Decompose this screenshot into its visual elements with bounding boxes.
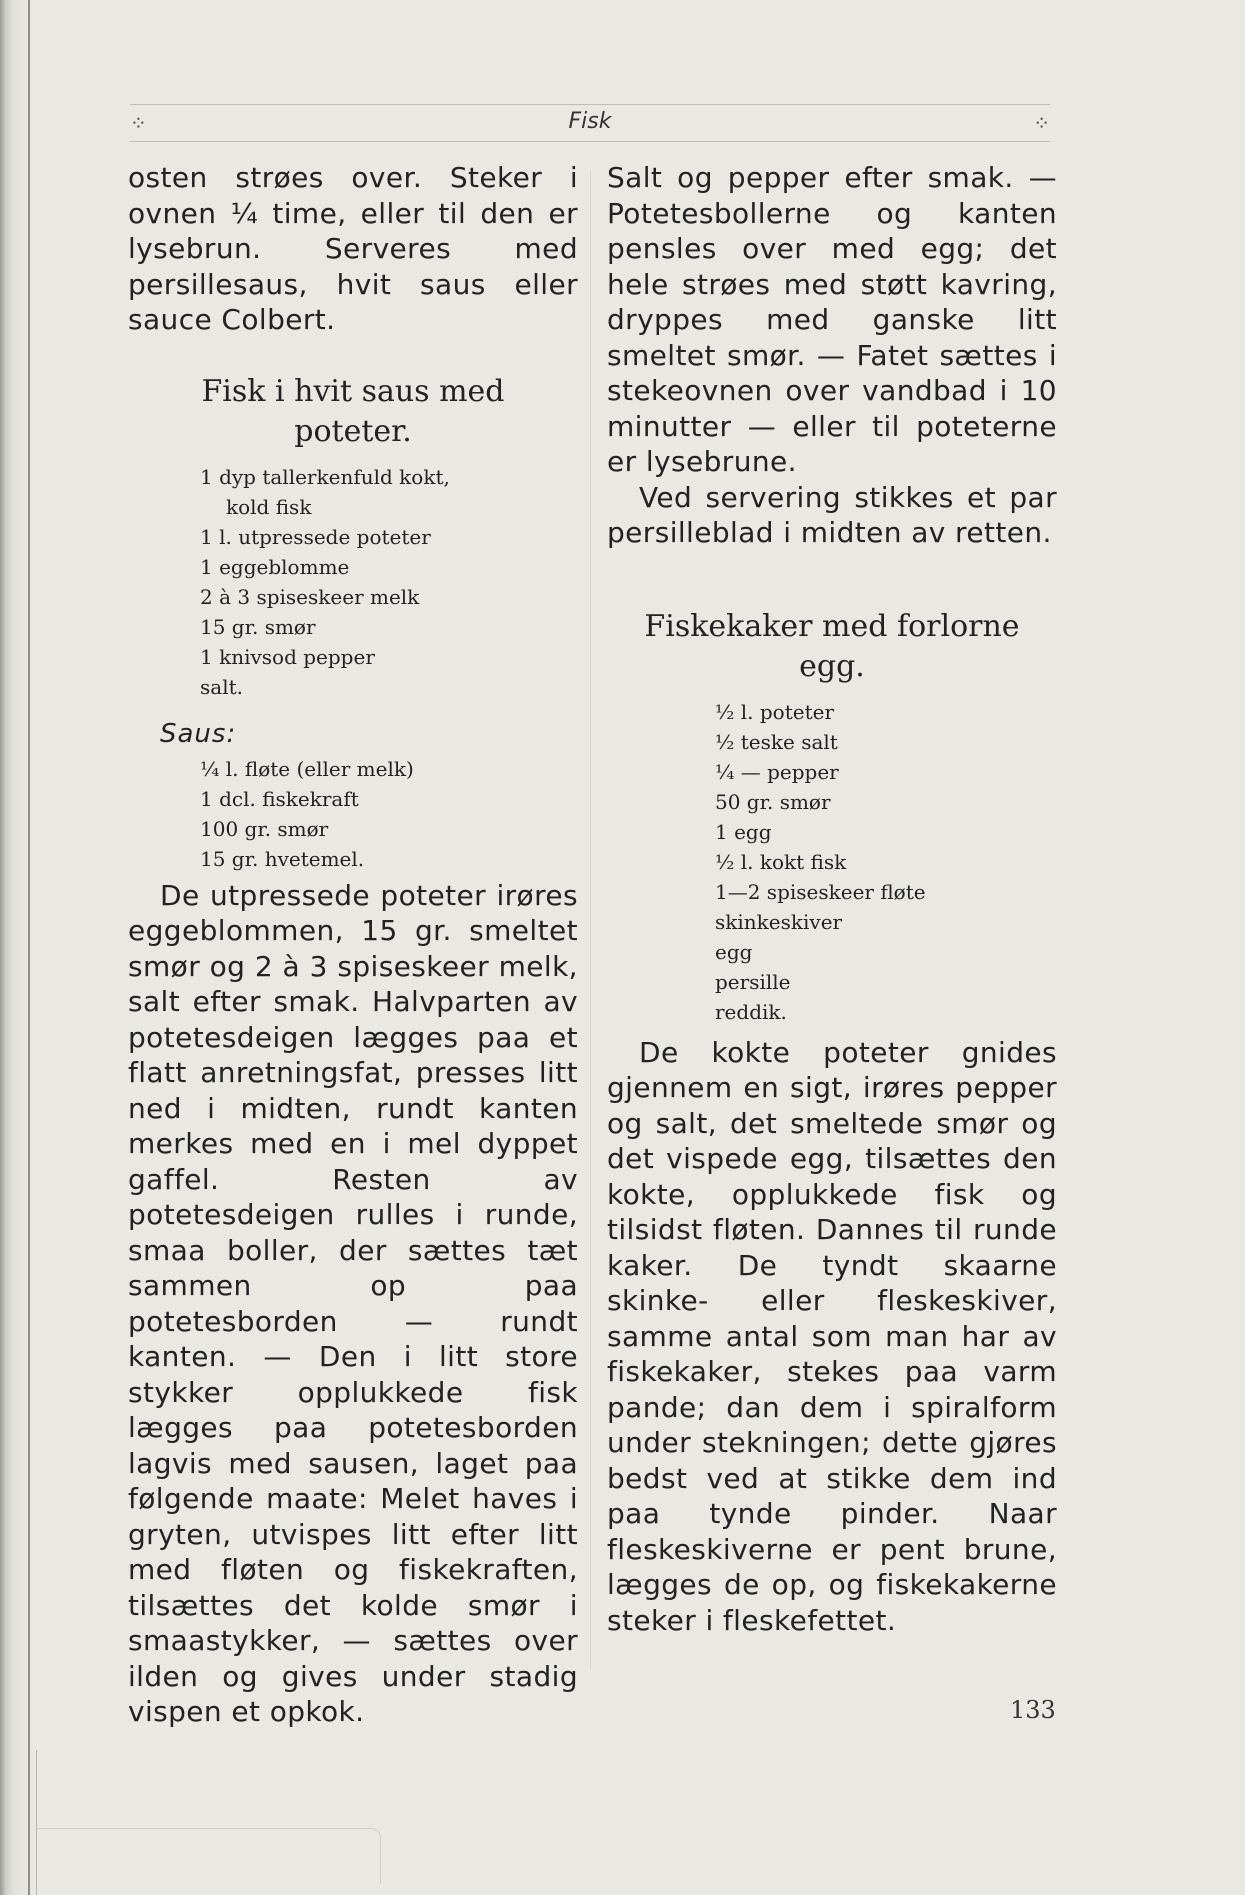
ingredient-item: kold fisk: [226, 494, 312, 519]
ingredient-item: 2 à 3 spiseskeer melk: [200, 584, 420, 609]
ingredient-item: ¼ — pepper: [715, 759, 839, 784]
ingredient-item: 15 gr. smør: [200, 614, 316, 639]
ornament-left-icon: ⁘: [130, 111, 147, 135]
serving-paragraph: Ved servering stikkes et par persilleblad i midten av retten.: [607, 480, 1057, 549]
page-number: 133: [1010, 1696, 1056, 1724]
running-title: Fisk: [568, 109, 612, 134]
ingredient-item: ½ l. kokt fisk: [715, 849, 847, 874]
recipe-title-fisk-i-hvit-saus: Fisk i hvit saus med poteter.: [201, 373, 505, 449]
method-paragraph: De utpressede poteter irøres eggeblommen, 15 gr. smeltet smør og 2 à 3 spiseskeer melk, salt efter smak. Halvparten av potetesdeigen lægges paa et flatt anretningsfat, presses litt ned i midten, rundt kanten merkes med en i mel dyppet gaffel. Resten av potetesdeigen rulles i runde, smaa boller, der sættes tæt sammen op paa potetesborden — rundt kanten. — Den i litt store stykker opplukkede fisk lægges paa potetesborden lagvis med sausen, laget paa følgende maate: Melet haves i gryten, utvispes litt efter litt med fløten og fiskekraften, tilsættes det kolde smør i smaastykker, — sættes over ilden og gives under stadig vispen et opkok.: [128, 878, 578, 1728]
bottom-corner-mark: [36, 1828, 381, 1884]
ingredient-list: [128, 462, 578, 702]
ingredient-item: 1 egg: [715, 819, 772, 844]
recipe-title-fiskekaker: Fiskekaker med forlorne egg.: [644, 608, 1020, 684]
method-paragraph: De kokte poteter gnides gjennem en sigt, irøres pepper og salt, det smeltede smør og det vispede egg, tilsættes den kokte, opplukkede fisk og tilsidst fløten. Dannes til runde kaker. De tyndt skaarne skinke- eller fleskeskiver, samme antal som man har av fiskekaker, stekes paa varm pande; dan dem i spiralform under stekningen; dette gjøres bedst ved at stikke dem ind paa tynde pinder. Naar fleskeskiverne er pent brune, lægges de op, og fiskekakerne steker i fleskefettet.: [607, 1035, 1057, 1637]
ingredient-item: egg: [715, 939, 753, 964]
sauce-ingredient-list: [128, 754, 578, 874]
ingredient-list: [607, 697, 1057, 1027]
running-header: [130, 104, 1050, 142]
right-column: [607, 160, 1057, 1638]
ingredient-item: salt.: [200, 674, 243, 699]
ingredient-item: 1 knivsod pepper: [200, 644, 375, 669]
ingredient-item: 1 eggeblomme: [200, 554, 350, 579]
column-divider: [590, 170, 591, 1670]
sauce-ingredient-item: 15 gr. hvetemel.: [200, 846, 365, 871]
intro-paragraph: osten strøes over. Steker i ovnen ¼ time, eller til den er lysebrun. Serveres med persillesaus, hvit saus eller sauce Colbert.: [128, 161, 578, 336]
ingredient-item: 1—2 spiseskeer fløte: [715, 879, 926, 904]
sauce-ingredient-item: ¼ l. fløte (eller melk): [200, 756, 414, 781]
page-edge-line: [28, 0, 30, 1895]
sauce-ingredient-item: 1 dcl. fiskekraft: [200, 786, 359, 811]
ingredient-item: 1 l. utpressede poteter: [200, 524, 431, 549]
ingredient-item: persille: [715, 969, 791, 994]
ingredient-item: ½ l. poteter: [715, 699, 835, 724]
sauce-label: Saus:: [160, 718, 237, 749]
ornament-right-icon: ⁘: [1033, 111, 1050, 135]
left-column: [128, 160, 578, 1730]
sauce-ingredient-item: 100 gr. smør: [200, 816, 329, 841]
ingredient-item: skinkeskiver: [715, 909, 843, 934]
ingredient-item: 50 gr. smør: [715, 789, 831, 814]
ingredient-item: 1 dyp tallerkenfuld kokt,: [200, 464, 450, 489]
ingredient-item: reddik.: [715, 999, 787, 1024]
ingredient-item: ½ teske salt: [715, 729, 838, 754]
continuation-paragraph: Salt og pepper efter smak. — Potetesbollerne og kanten pensles over med egg; det hele strøes med støtt kavring, dryppes med ganske litt smeltet smør. — Fatet sættes i stekeovnen over vandbad i 10 minutter — eller til poteterne er lysebrune.: [607, 161, 1057, 478]
